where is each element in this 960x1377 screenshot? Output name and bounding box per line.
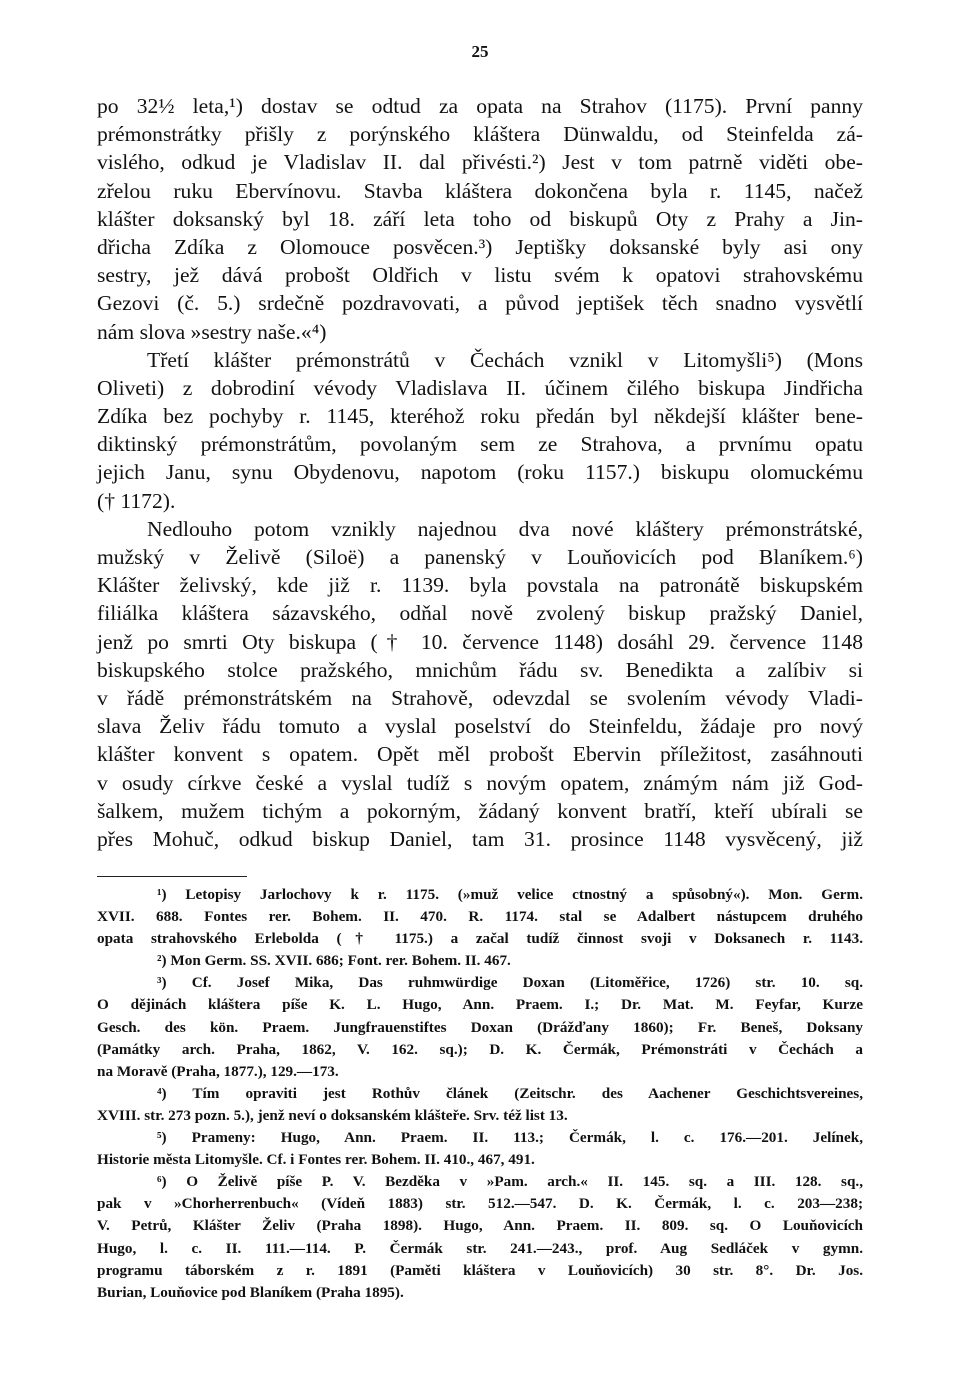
body-text-line: v osudy církve české a vyslal tudíž s novým opatem, známým nám již God-: [97, 770, 863, 795]
footnote-line: Hugo, l. c. II. 111.—114. P. Čermák str. 241.—243., prof. Aug Sedláček v gymn.: [97, 1239, 863, 1257]
footnote-line: ³) Cf. Josef Mika, Das ruhmwürdige Doxan (Litoměřice, 1726) str. 10. sq.: [157, 974, 863, 992]
body-text-line: Zdíka bez pochyby r. 1145, kteréhož roku předán byl někdejší klášter bene-: [97, 404, 863, 429]
footnote-line: ⁵) Prameny: Hugo, Ann. Praem. II. 113.; Čermák, l. c. 176.—201. Jelínek,: [157, 1129, 863, 1147]
footnote-line: ¹) Letopisy Jarlochovy k r. 1175. (»muž velice ctnostný a spůsobný«). Mon. Germ.: [157, 886, 863, 903]
footnotes-block: [97, 884, 863, 1304]
body-text-line: slava Želiv řádu tomuto a vyslal poselství do Steinfeldu, žádaje pro nový: [97, 714, 863, 739]
footnote-line: O dějinách kláštera píše K. L. Hugo, Ann. Praem. I.; Dr. Mat. M. Feyfar, Kurze: [97, 996, 863, 1014]
body-text-line: jejich Janu, synu Obydenovu, napotom (roku 1157.) biskupu olomuckému: [97, 460, 863, 485]
body-text-line: filiálka kláštera sázavského, odňal nově zvolený biskup pražský Daniel,: [97, 601, 863, 626]
body-text-line: prémonstrátky přišly z porýnského kláštera Dünwaldu, od Steinfelda zá-: [97, 122, 863, 147]
body-text-line: nám slova »sestry naše.«⁴): [97, 319, 327, 344]
body-text-line: Oliveti) z dobrodiní vévody Vladislava II. účinem čilého biskupa Jindřicha: [97, 375, 863, 400]
footnote-line: programu táborském z r. 1891 (Paměti kláštera v Louňovicích) 30 str. 8°. Dr. Jos.: [97, 1261, 863, 1279]
body-text-line: dřicha Zdíka z Olomouce posvěcen.³) Jeptišky doksanské byly asi ony: [97, 234, 863, 259]
footnote-line: XVIII. str. 273 pozn. 5.), jenž neví o doksanském klášteře. Srv. též list 13.: [97, 1106, 568, 1124]
body-text-line: Třetí klášter prémonstrátů v Čechách vznikl v Litomyšli⁵) (Mons: [147, 347, 863, 372]
body-text-line: klášter konvent s opatem. Opět měl probošt Ebervin příležitost, zasáhnouti: [97, 742, 863, 767]
body-text-line: šalkem, mužem tichým a pokorným, žádaný konvent bratří, kteří ubírali se: [97, 798, 863, 823]
page-number: 25: [471, 42, 489, 61]
body-text-line: sestry, jež dává probošt Oldřich v listu svém k opatovi strahovskému: [97, 263, 863, 288]
footnote-line: (Památky arch. Praha, 1862, V. 162. sq.); D. K. Čermák, Prémonstráti v Čechách a: [97, 1040, 863, 1058]
footnote-line: ⁶) O Želivě píše P. V. Bezděka v »Pam. arch.« II. 145. sq. a III. 128. sq.,: [157, 1173, 863, 1191]
footnote-line: Historie města Litomyšle. Cf. i Fontes rer. Bohem. II. 410., 467, 491.: [97, 1151, 535, 1169]
footnote-line: ²) Mon Germ. SS. XVII. 686; Font. rer. Bohem. II. 467.: [157, 952, 511, 970]
body-text-line: Nedlouho potom vznikly najednou dva nové kláštery prémonstrátské,: [147, 516, 863, 541]
body-text-line: Gezovi (č. 5.) srdečně pozdravovati, a původ jeptišek těch snadno vysvětlí: [97, 291, 863, 316]
footnote-line: opata strahovského Erlebolda († 1175.) a začal tudíž činnost svoji v Doksanech r. 1143.: [97, 930, 863, 948]
main-text-block: [97, 92, 863, 853]
body-text-line: vislého, odkud je Vladislav II. dal přivésti.²) Jest v tom patrně viděti obe-: [97, 150, 863, 175]
body-text-line: Klášter želivský, kde již r. 1139. byla povstala na patronátě biskupském: [97, 573, 863, 598]
body-text-line: po 32½ leta,¹) dostav se odtud za opata na Strahov (1175). První panny: [97, 94, 863, 118]
footnote-divider: [97, 876, 247, 877]
footnote-line: XVII. 688. Fontes rer. Bohem. II. 470. R. 1174. stal se Adalbert nástupcem druhého: [97, 908, 863, 926]
footnote-line: pak v »Chorherrenbuch« (Vídeň 1883) str. 512.—547. D. K. Čermák, l. c. 203—238;: [97, 1195, 863, 1213]
footnote-line: na Moravě (Praha, 1877.), 129.—173.: [97, 1062, 339, 1080]
body-text-line: v řádě prémonstrátském na Strahově, odevzdal se svolením vévody Vladi-: [97, 685, 863, 710]
body-text-line: mužský v Želivě (Siloë) a panenský v Louňovicích pod Blaníkem.⁶): [97, 545, 863, 569]
body-text-line: přes Mohuč, odkud biskup Daniel, tam 31. prosince 1148 vysvěcený, již: [97, 826, 863, 851]
footnote-line: Burian, Louňovice pod Blaníkem (Praha 1895).: [97, 1283, 404, 1301]
body-text-line: biskupského stolce pražského, mnichům řádu sv. Benedikta a zalíbiv si: [97, 657, 863, 682]
body-text-line: († 1172).: [97, 488, 176, 513]
footnote-line: Gesch. des kön. Praem. Jungfrauenstiftes Doxan (Drážďany 1860); Fr. Beneš, Doksany: [97, 1018, 863, 1036]
footnote-line: ⁴) Tím opraviti jest Rothův článek (Zeitschr. des Aachener Geschichtsvereines,: [157, 1084, 863, 1102]
body-text-line: diktinský prémonstrátům, povolaným sem ze Strahova, a prvnímu opatu: [97, 432, 863, 457]
footnote-line: V. Petrů, Klášter Želiv (Praha 1898). Hugo, Ann. Praem. II. 809. sq. O Louňovicích: [97, 1217, 863, 1235]
body-text-line: klášter doksanský byl 18. září leta toho od biskupů Oty z Prahy a Jin-: [97, 206, 863, 231]
body-text-line: zřelou ruku Ebervínovu. Stavba kláštera dokončena byla r. 1145, načež: [97, 178, 863, 203]
body-text-line: jenž po smrti Oty biskupa († 10. července 1148) dosáhl 29. července 1148: [97, 629, 863, 654]
